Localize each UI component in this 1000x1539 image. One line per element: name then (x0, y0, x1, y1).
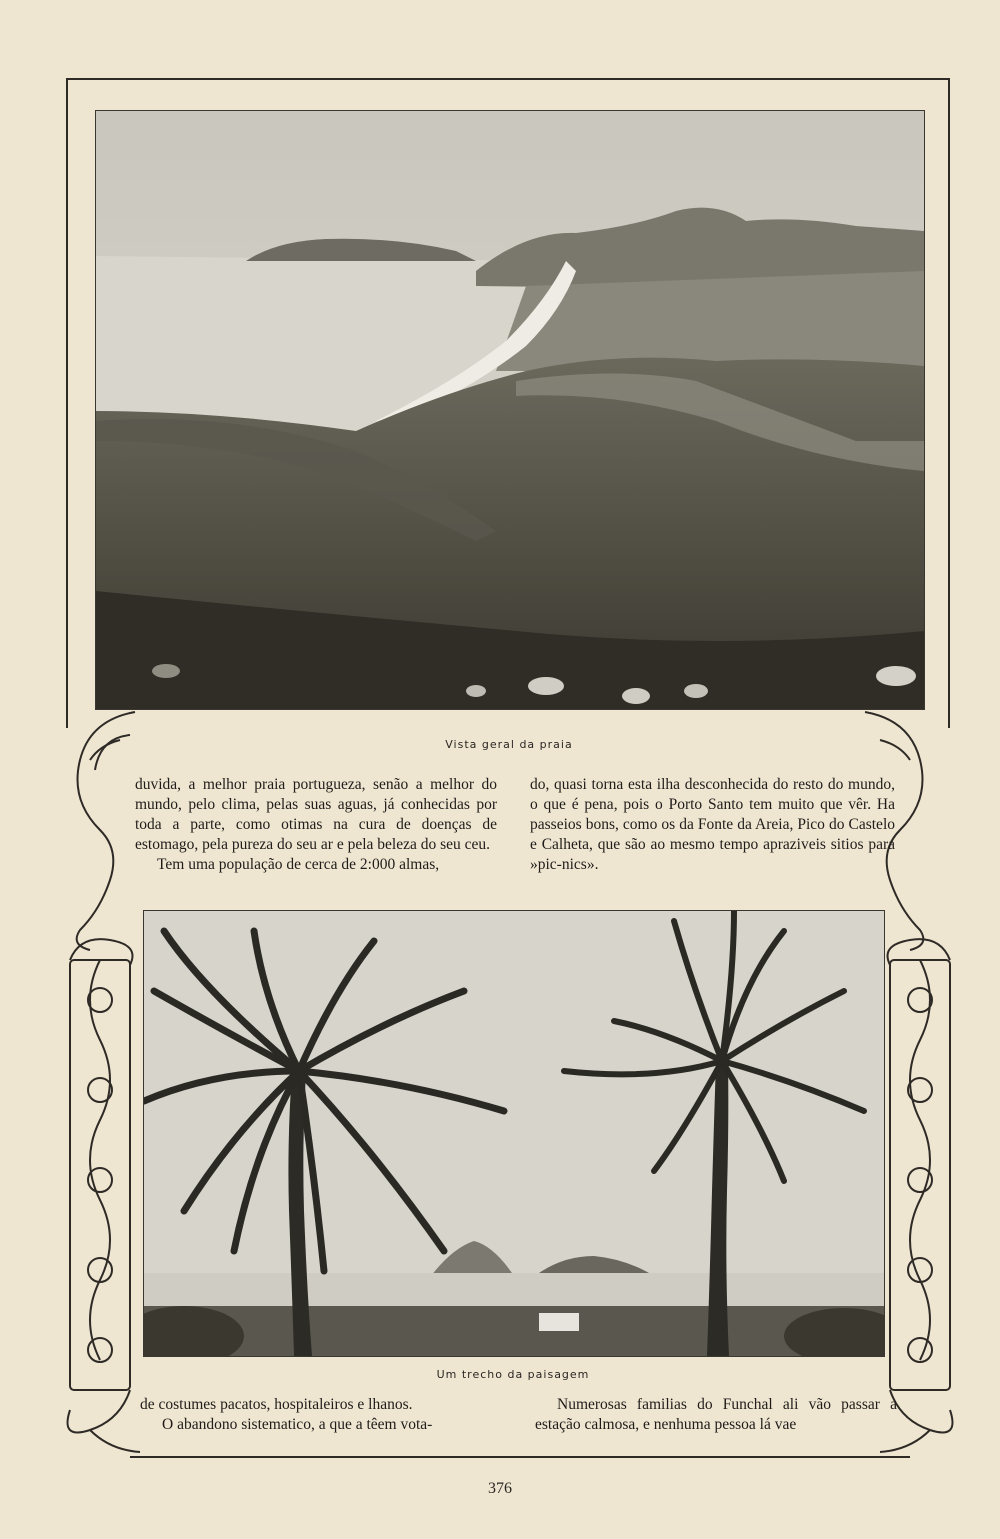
upper-left-paragraph-1: duvida, a melhor praia portugueza, senão a melhor do mundo, pelo clima, pelas suas aguas, já conhecidas por toda a parte, como otimas na cura de doenças de estomago, pela pureza do seu ar e pela beleza do seu ceu. (135, 776, 497, 853)
upper-right-column (530, 775, 895, 875)
lower-left-paragraph-1: de costumes pacatos, hospitaleiros e lhanos. (140, 1396, 413, 1413)
upper-left-paragraph-2: Tem uma população de cerca de 2:000 almas, (157, 856, 440, 873)
lower-right-paragraph-1: Numerosas familias do Funchal ali vão passar a estação calmosa, e nenhuma pessoa lá vae (535, 1396, 897, 1433)
page-number: 376 (488, 1480, 512, 1497)
bottom-photo-caption: Um trecho da paisagem (436, 1368, 590, 1381)
lower-left-paragraph-2: O abandono sistematico, a que a têem vota- (162, 1416, 433, 1433)
palm-trees-illustration (144, 911, 884, 1356)
lower-right-column (535, 1395, 897, 1435)
top-photo-caption: Vista geral da praia (445, 738, 573, 751)
upper-right-paragraph-1: do, quasi torna esta ilha desconhecida do resto do mundo, o que é pena, pois o Porto Santo tem muito que vêr. Ha passeios bons, como os da Fonte da Areia, Pico do Castelo e Calheta, que são ao mesmo tempo apraziveis sitios para »pic-nics». (530, 776, 895, 873)
palm-trees-photo (143, 910, 885, 1357)
lower-left-column (140, 1395, 502, 1435)
upper-left-column (135, 775, 497, 875)
